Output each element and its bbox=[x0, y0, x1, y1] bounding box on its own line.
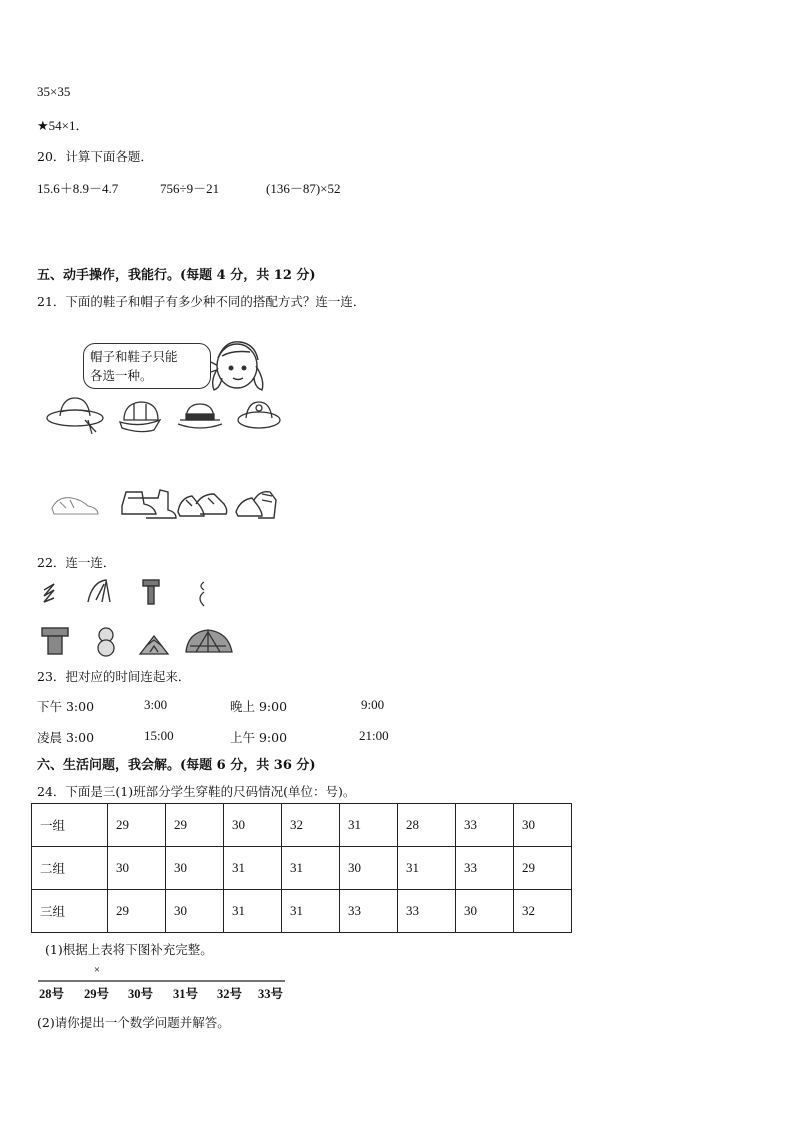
table-cell: 32 bbox=[514, 890, 572, 933]
table-cell: 30 bbox=[166, 890, 224, 933]
table-cell: 33 bbox=[456, 804, 514, 847]
table-cell: 30 bbox=[340, 847, 398, 890]
section-6-heading: 六、生活问题，我会解。(每题 6 分，共 36 分) bbox=[37, 758, 316, 773]
table-cell: 29 bbox=[108, 890, 166, 933]
q20-expr-1: 15.6＋8.9－4.7 bbox=[37, 181, 119, 196]
group-cell: 二组 bbox=[32, 847, 108, 890]
group-cell: 一组 bbox=[32, 804, 108, 847]
table-cell: 33 bbox=[398, 890, 456, 933]
table-cell: 30 bbox=[224, 804, 282, 847]
q20-expr-2: 756÷9－21 bbox=[160, 181, 220, 196]
q24-part2: (2)请你提出一个数学问题并解答。 bbox=[37, 1015, 230, 1030]
table-cell: 30 bbox=[166, 847, 224, 890]
table-cell: 29 bbox=[166, 804, 224, 847]
number-line-label-31: 31号 bbox=[173, 987, 199, 1001]
table-cell: 28 bbox=[398, 804, 456, 847]
table-cell: 31 bbox=[282, 890, 340, 933]
q20-title: 20．计算下面各题． bbox=[37, 149, 153, 164]
table-cell: 32 bbox=[282, 804, 340, 847]
table-cell: 31 bbox=[282, 847, 340, 890]
q23-r2-c2: 15:00 bbox=[144, 728, 174, 743]
q23-r2-c3: 上午 9:00 bbox=[230, 730, 288, 745]
q23-r2-c1: 凌晨 3:00 bbox=[37, 730, 95, 745]
q23-r1-c3: 晚上 9:00 bbox=[230, 699, 288, 714]
q23-r1-c4: 9:00 bbox=[361, 697, 385, 712]
table-cell: 31 bbox=[224, 890, 282, 933]
table-cell: 31 bbox=[340, 804, 398, 847]
tally-mark-29: × bbox=[93, 964, 101, 976]
number-line-label-32: 32号 bbox=[217, 987, 243, 1001]
speech-text-2: 各选一种。 bbox=[90, 368, 153, 383]
speech-text-1: 帽子和鞋子只能 bbox=[90, 349, 178, 364]
table-cell: 33 bbox=[340, 890, 398, 933]
q23-r1-c1: 下午 3:00 bbox=[37, 699, 95, 714]
q22-title: 22．连一连． bbox=[37, 555, 116, 570]
number-line-label-28: 28号 bbox=[39, 987, 65, 1001]
table-cell: 31 bbox=[224, 847, 282, 890]
number-line-label-33: 33号 bbox=[258, 987, 284, 1001]
table-cell: 30 bbox=[456, 890, 514, 933]
q23-r1-c2: 3:00 bbox=[144, 697, 168, 712]
q19-expression-1: 35×35 bbox=[37, 84, 71, 99]
table-cell: 29 bbox=[108, 804, 166, 847]
group-cell: 三组 bbox=[32, 890, 108, 933]
table-cell: 30 bbox=[108, 847, 166, 890]
q23-title: 23．把对应的时间连起来． bbox=[37, 669, 191, 684]
number-line-label-30: 30号 bbox=[128, 987, 154, 1001]
q19-expression-2-text: 54×1． bbox=[48, 118, 89, 133]
q24-title: 24．下面是三(1)班部分学生穿鞋的尺码情况(单位：号)。 bbox=[37, 784, 356, 799]
q21-title: 21．下面的鞋子和帽子有多少种不同的搭配方式？连一连． bbox=[37, 294, 366, 309]
table-cell: 30 bbox=[514, 804, 572, 847]
number-line-label-29: 29号 bbox=[84, 987, 110, 1001]
section-5-heading: 五、动手操作，我能行。(每题 4 分，共 12 分) bbox=[37, 268, 316, 283]
table-cell: 31 bbox=[398, 847, 456, 890]
q20-expr-3: (136－87)×52 bbox=[266, 181, 341, 196]
q23-r2-c4: 21:00 bbox=[359, 728, 389, 743]
table-cell: 29 bbox=[514, 847, 572, 890]
star-icon: ★ bbox=[37, 118, 49, 133]
table-cell: 33 bbox=[456, 847, 514, 890]
q24-part1: (1)根据上表将下图补充完整。 bbox=[45, 942, 213, 957]
